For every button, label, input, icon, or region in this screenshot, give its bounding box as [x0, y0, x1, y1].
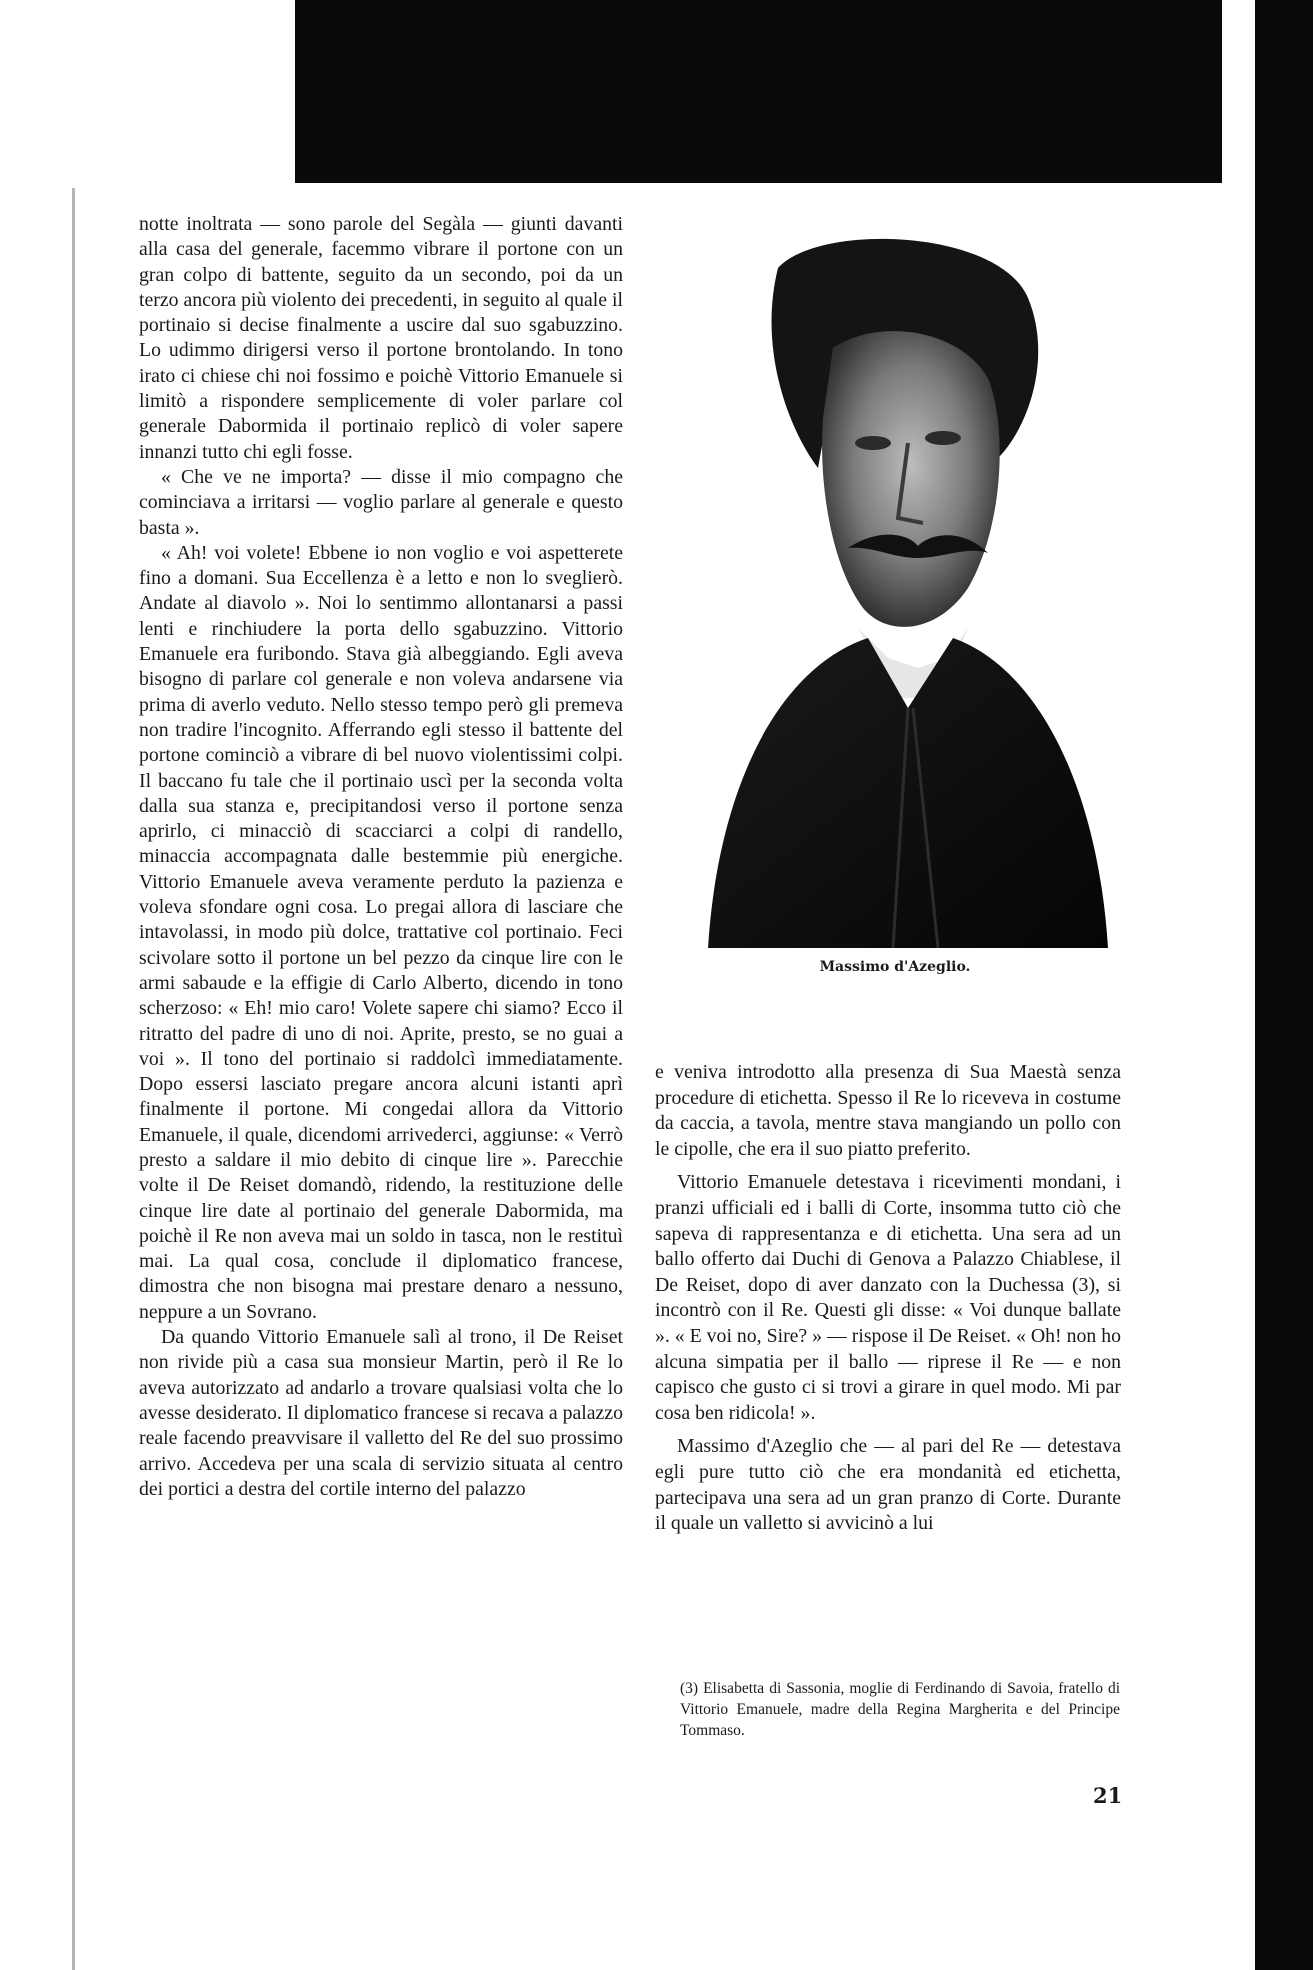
paragraph: « Che ve ne importa? — disse il mio compagno che cominciava a irritarsi — voglio parlare al generale e questo basta ». [139, 465, 623, 539]
portrait-caption: Massimo d'Azeglio. [819, 959, 971, 975]
right-text-column [655, 1060, 1121, 1545]
scan-border-right [1255, 0, 1313, 1970]
scan-margin-right [1222, 0, 1255, 1970]
left-text-column [139, 212, 623, 1502]
scan-border-top [295, 0, 1255, 183]
portrait-image [668, 228, 1118, 953]
portrait-massimo-dazeglio [668, 228, 1118, 953]
paragraph: Massimo d'Azeglio che — al pari del Re — detestava egli pure tutto ciò che era mondanità ed etichetta, partecipava una sera ad un gran pranzo di Corte. Durante il quale un valletto si avvicinò a lui [655, 1435, 1121, 1535]
page-number: 21 [1093, 1783, 1123, 1808]
scan-corner [70, 0, 295, 40]
footnote: (3) Elisabetta di Sassonia, moglie di Ferdinando di Savoia, fratello di Vittorio Emanuele, madre della Regina Margherita e del Principe Tommaso. [680, 1680, 1120, 1739]
paragraph: Da quando Vittorio Emanuele salì al trono, il De Reiset non rivide più a casa sua monsieur Martin, però il Re lo aveva autorizzato ad andarlo a trovare qualsiasi volta che lo avesse desiderato. Il diplomatico francese si recava a palazzo reale facendo preavvisare il valletto del Re del suo prossimo arrivo. Accedeva per una scala di servizio situata al centro dei portici a destra del cortile interno del palazzo [139, 1326, 623, 1500]
paragraph: Vittorio Emanuele detestava i ricevimenti mondani, i pranzi ufficiali ed i balli di Corte, insomma tutto ciò che sapeva di rappresentanza e di etichetta. Una sera ad un ballo offerto dai Duchi di Genova a Palazzo Chiablese, il De Reiset, dopo di aver danzato con la Duchessa (3), si incontrò con il Re. Questi gli disse: « Voi dunque ballate ». « E voi no, Sire? » — rispose il De Reiset. « Oh! non ho alcuna simpatia per il ballo — riprese il Re — e non capisco che gusto ci si trovi a girare in quel modo. Mi par cosa ben ridicola! ». [655, 1171, 1121, 1424]
paragraph: « Ah! voi volete! Ebbene io non voglio e voi aspetterete fino a domani. Sua Eccellenza è a letto e non lo sveglierò. Andate al diavolo ». Noi lo sentimmo allontanarsi a passi lenti e rinchiudere la porta dello sgabuzzino. Vittorio Emanuele era furibondo. Stava già albeggiando. Egli aveva bisogno di parlare col generale e non voleva andarsene via prima di averlo veduto. Nello stesso tempo però gli premeva non tradire l'incognito. Afferrando egli stesso il battente del portone cominciò a vibrare di bel nuovo violentissimi colpi. Il baccano fu tale che il portinaio uscì per la seconda volta dalla sua stanza e, precipitandosi verso il portone senza aprirlo, ci minacciò di scacciarci a colpi di randello, minaccia accompagnata dalle bestemmie più energiche. Vittorio Emanuele aveva veramente perduto la pazienza e voleva sfondare ogni cosa. Lo pregai allora di lasciare che intavolassi, in modo più dolce, trattative col portinaio. Feci scivolare sotto il portone un bel pezzo da cinque lire con le armi sabaude e la effigie di Carlo Alberto, dicendo in tono scherzoso: « Eh! mio caro! Volete sapere chi siamo? Ecco il ritratto del padre di uno di noi. Aprite, presto, se no guai a voi ». Il tono del portinaio si raddolcì immediatamente. Dopo essersi lasciato pregare ancora alcuni istanti aprì finalmente il portone. Mi congedai allora da Vittorio Emanuele, il quale, dicendomi arrivederci, aggiunse: « Verrò presto a saldare il mio debito di cinque lire ». Parecchie volte il De Reiset domandò, ridendo, la restituzione delle cinque lire date al portinaio del generale Dabormida, ma poichè il Re non aveva mai un soldo in tasca, non le restituì mai. La qual cosa, conclude il diplomatico francese, dimostra che non bisogna mai prestare denaro a nessuno, neppure a un Sovrano. [139, 541, 623, 1323]
page-gutter-line [72, 188, 75, 1970]
paragraph: e veniva introdotto alla presenza di Sua Maestà senza procedure di etichetta. Spesso il Re lo riceveva in costume da caccia, a tavola, mentre stava mangiando un pollo con le cipolle, che era il suo piatto preferito. [655, 1061, 1121, 1160]
paragraph: notte inoltrata — sono parole del Segàla — giunti davanti alla casa del generale, facemmo vibrare il portone con un gran colpo di battente, seguito da un secondo, poi da un terzo ancora più violento dei precedenti, in seguito al quale il portinaio si decise finalmente a uscire dal suo sgabuzzino. Lo udimmo dirigersi verso il portone brontolando. In tono irato ci chiese chi noi fossimo e poichè Vittorio Emanuele si limitò a rispondere semplicemente di voler parlare col generale Dabormida il portinaio replicò di voler sapere innanzi tutto chi egli fosse. [139, 213, 623, 463]
